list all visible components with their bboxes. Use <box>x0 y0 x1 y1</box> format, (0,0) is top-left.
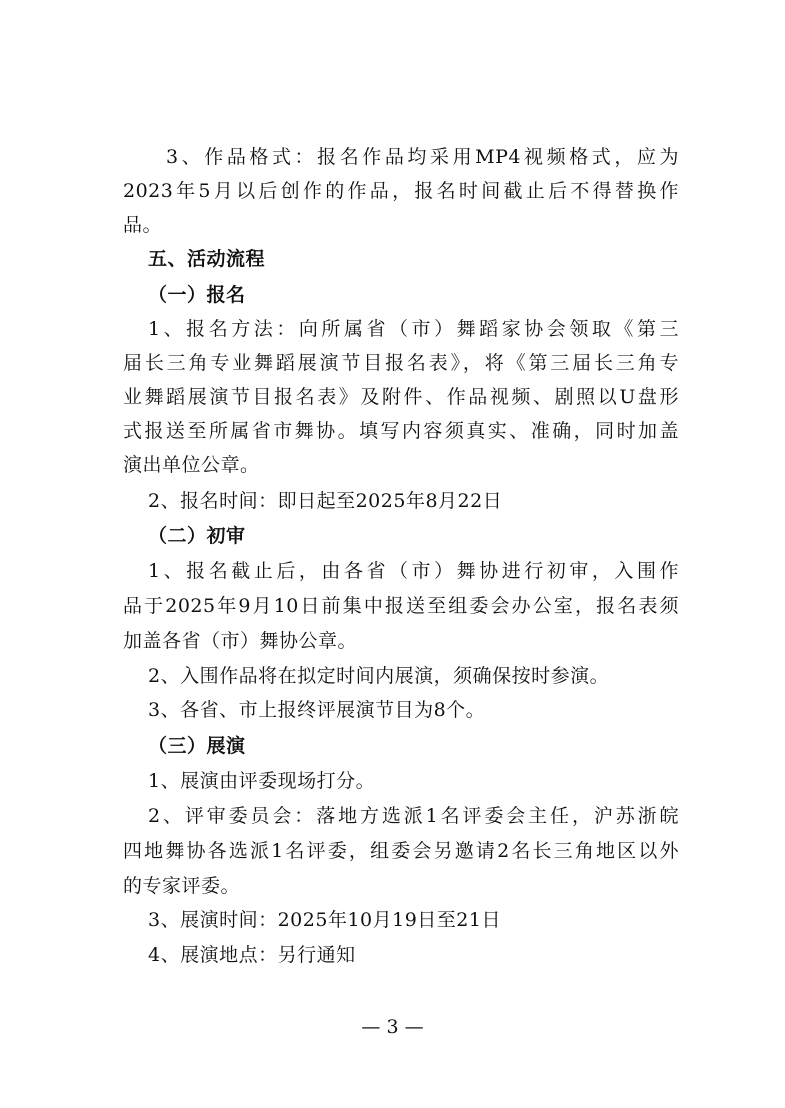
paragraph-line: 四地舞协各选派1名评委，组委会另邀请2名长三角地区以外 <box>123 840 679 862</box>
paragraph-line: 2、评审委员会：落地方选派1名评委会主任，沪苏浙皖 <box>148 805 679 827</box>
paragraph-line: 3、展演时间：2025年10月19日至21日 <box>148 909 501 931</box>
paragraph-line: 3、各省、市上报终评展演节目为8个。 <box>148 699 486 721</box>
paragraph-line: 届长三角专业舞蹈展演节目报名表》，将《第三届长三角专 <box>123 352 679 374</box>
paragraph-line: 2、入围作品将在拟定时间内展演，须确保按时参演。 <box>148 665 610 687</box>
paragraph-line: 2、报名时间：即日起至2025年8月22日 <box>148 490 503 512</box>
subsection-heading: （一）报名 <box>148 284 246 306</box>
paragraph-line: 2023年5月以后创作的作品，报名时间截止后不得替换作 <box>123 180 679 202</box>
paragraph-line: 加盖各省（市）舞协公章。 <box>123 630 358 652</box>
paragraph-line: 1、报名方法：向所属省（市）舞蹈家协会领取《第三 <box>148 318 679 340</box>
paragraph-line: 3、作品格式：报名作品均采用MP4视频格式，应为 <box>166 146 679 168</box>
paragraph-line: 品。 <box>123 214 163 236</box>
paragraph-line: 1、报名截止后，由各省（市）舞协进行初审，入围作 <box>148 560 679 582</box>
page-number: — 3 — <box>361 1016 424 1038</box>
paragraph-line: 4、展演地点：另行通知 <box>148 944 356 966</box>
paragraph-line: 业舞蹈展演节目报名表》及附件、作品视频、剧照以U盘形 <box>123 386 679 408</box>
paragraph-line: 式报送至所属省市舞协。填写内容须真实、准确，同时加盖 <box>123 420 679 442</box>
subsection-heading: （二）初审 <box>148 525 246 547</box>
paragraph-line: 品于2025年9月10日前集中报送至组委会办公室，报名表须 <box>123 595 679 617</box>
paragraph-line: 的专家评委。 <box>123 875 241 897</box>
section-heading: 五、活动流程 <box>148 248 266 270</box>
paragraph-line: 演出单位公章。 <box>123 454 260 476</box>
subsection-heading: （三）展演 <box>148 735 246 757</box>
paragraph-line: 1、展演由评委现场打分。 <box>148 770 376 792</box>
